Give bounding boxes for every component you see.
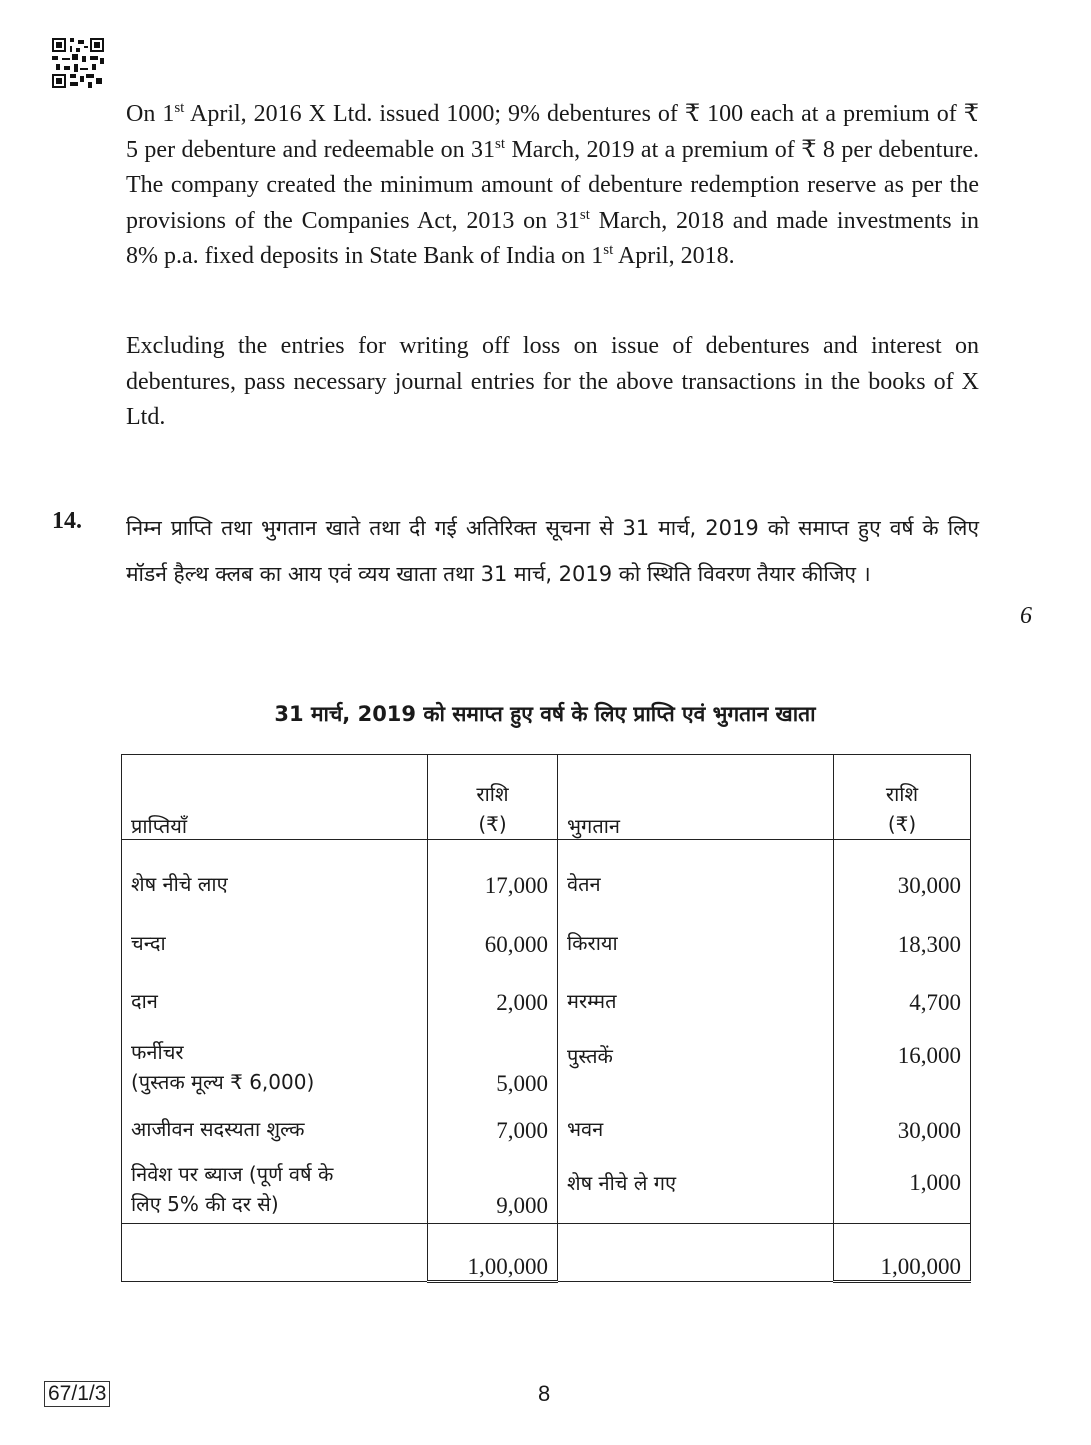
marks: 6 xyxy=(1020,603,1032,629)
receipt-label: दान xyxy=(131,988,158,1013)
payment-amount: 18,300 xyxy=(834,899,971,958)
table-title: 31 मार्च, 2019 को समाप्त हुए वर्ष के लिए प्राप्ति एवं भुगतान खाता xyxy=(274,702,816,726)
payment-amount: 30,000 xyxy=(834,840,971,899)
q13-paragraph-1: On 1st April, 2016 X Ltd. issued 1000; 9% debentures of ₹ 100 each at a premium of ₹ 5 per debenture and redeemable on 31st March, 2019 at a premium of ₹ 8 per debenture. The company created the minimum amount of debenture redemption reserve as per the provisions of the Companies Act, 2013 on 31st March, 2018 and made investments in 8% p.a. fixed deposits in State Bank of India on 1st April, 2018. xyxy=(126,100,979,269)
table-header-row xyxy=(122,755,971,840)
receipt-amount: 2,000 xyxy=(428,958,558,1016)
header-receipt-amount: राशि (₹) xyxy=(428,755,558,840)
payment-label: भवन xyxy=(567,1116,604,1141)
qr-code xyxy=(52,38,104,88)
table-row xyxy=(122,840,971,899)
receipt-amount: 5,000 xyxy=(428,1016,558,1097)
payment-label: पुस्तकें xyxy=(567,1044,613,1068)
header-receipts: प्राप्तियाँ xyxy=(122,755,428,840)
payment-label: मरम्मत xyxy=(567,988,617,1013)
table-row xyxy=(122,1144,971,1224)
receipt-label: आजीवन सदस्यता शुल्क xyxy=(131,1116,305,1141)
receipts-payments-table xyxy=(121,754,971,1283)
page-number: 8 xyxy=(538,1381,551,1406)
receipt-amount: 60,000 xyxy=(428,899,558,958)
table-row xyxy=(122,1097,971,1144)
table-row xyxy=(122,958,971,1016)
q13-paragraph-2: Excluding the entries for writing off loss on issue of debentures and interest on debentures, pass necessary journal entries for the above transactions in the books of X Ltd. xyxy=(126,333,979,430)
payment-label: शेष नीचे ले गए xyxy=(567,1171,677,1196)
question-number: 14. xyxy=(52,508,82,534)
header-payment-amount: राशि (₹) xyxy=(834,755,971,840)
payment-amount: 16,000 xyxy=(834,1016,971,1097)
table-row xyxy=(122,1016,971,1097)
receipt-amount: 7,000 xyxy=(428,1097,558,1144)
receipts-total: 1,00,000 xyxy=(428,1224,558,1282)
receipt-amount: 9,000 xyxy=(428,1144,558,1224)
payment-amount: 1,000 xyxy=(834,1144,971,1224)
totals-row xyxy=(122,1224,971,1282)
question-text: निम्न प्राप्ति तथा भुगतान खाते तथा दी गई अतिरिक्त सूचना से 31 मार्च, 2019 को समाप्त हुए वर्ष के लिए मॉडर्न हैल्थ क्लब का आय एवं व्यय खाता तथा 31 मार्च, 2019 को स्थिति विवरण तैयार कीजिए । xyxy=(126,516,979,586)
receipt-amount: 17,000 xyxy=(428,840,558,899)
payment-label: किराया xyxy=(567,930,618,955)
receipt-label: फर्नीचर (पुस्तक मूल्य ₹ 6,000) xyxy=(131,1039,315,1094)
payment-amount: 30,000 xyxy=(834,1097,971,1144)
receipt-label: चन्दा xyxy=(131,930,166,955)
table-row xyxy=(122,899,971,958)
paper-code: 67/1/3 xyxy=(44,1381,110,1407)
payments-total: 1,00,000 xyxy=(834,1224,971,1282)
payment-label: वेतन xyxy=(567,871,601,896)
payment-amount: 4,700 xyxy=(834,958,971,1016)
receipt-label: शेष नीचे लाए xyxy=(131,871,228,896)
header-payments: भुगतान xyxy=(558,755,834,840)
receipt-label: निवेश पर ब्याज (पूर्ण वर्ष के लिए 5% की दर से) xyxy=(131,1162,334,1216)
